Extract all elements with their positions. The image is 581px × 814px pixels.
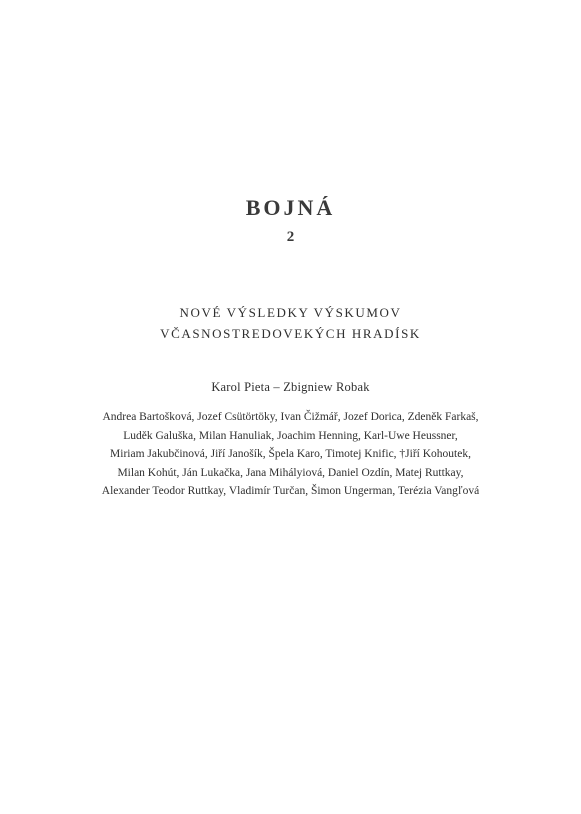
editors: Karol Pieta – Zbigniew Robak [211,380,370,394]
subtitle-line-2: VČASNOSTREDOVEKÝCH HRADÍSK [160,326,421,341]
contributors-line-3: Miriam Jakubčinová, Jiří Janošík, Špela Karo, Timotej Knific, †Jiří Kohoutek, [110,448,471,460]
book-title: BOJNÁ [245,195,336,220]
contributors-line-2: Luděk Galuška, Milan Hanuliak, Joachim Henning, Karl-Uwe Heussner, [123,429,458,442]
contributors-line-1: Andrea Bartošková, Jozef Csütörtöky, Ivan Čižmář, Jozef Dorica, Zdeněk Farkaš, [102,411,479,423]
volume-number: 2 [286,229,295,245]
contributors-list [40,408,541,501]
contributors-line-4: Milan Kohút, Ján Lukačka, Jana Mihályiová, Daniel Ozdín, Matej Ruttkay, [117,466,464,479]
book-subtitle [0,302,581,344]
contributors-line-5: Alexander Teodor Ruttkay, Vladimír Turčan, Šimon Ungerman, Terézia Vangľová [101,485,480,497]
subtitle-line-1: NOVÉ VÝSLEDKY VÝSKUMOV [179,305,402,320]
